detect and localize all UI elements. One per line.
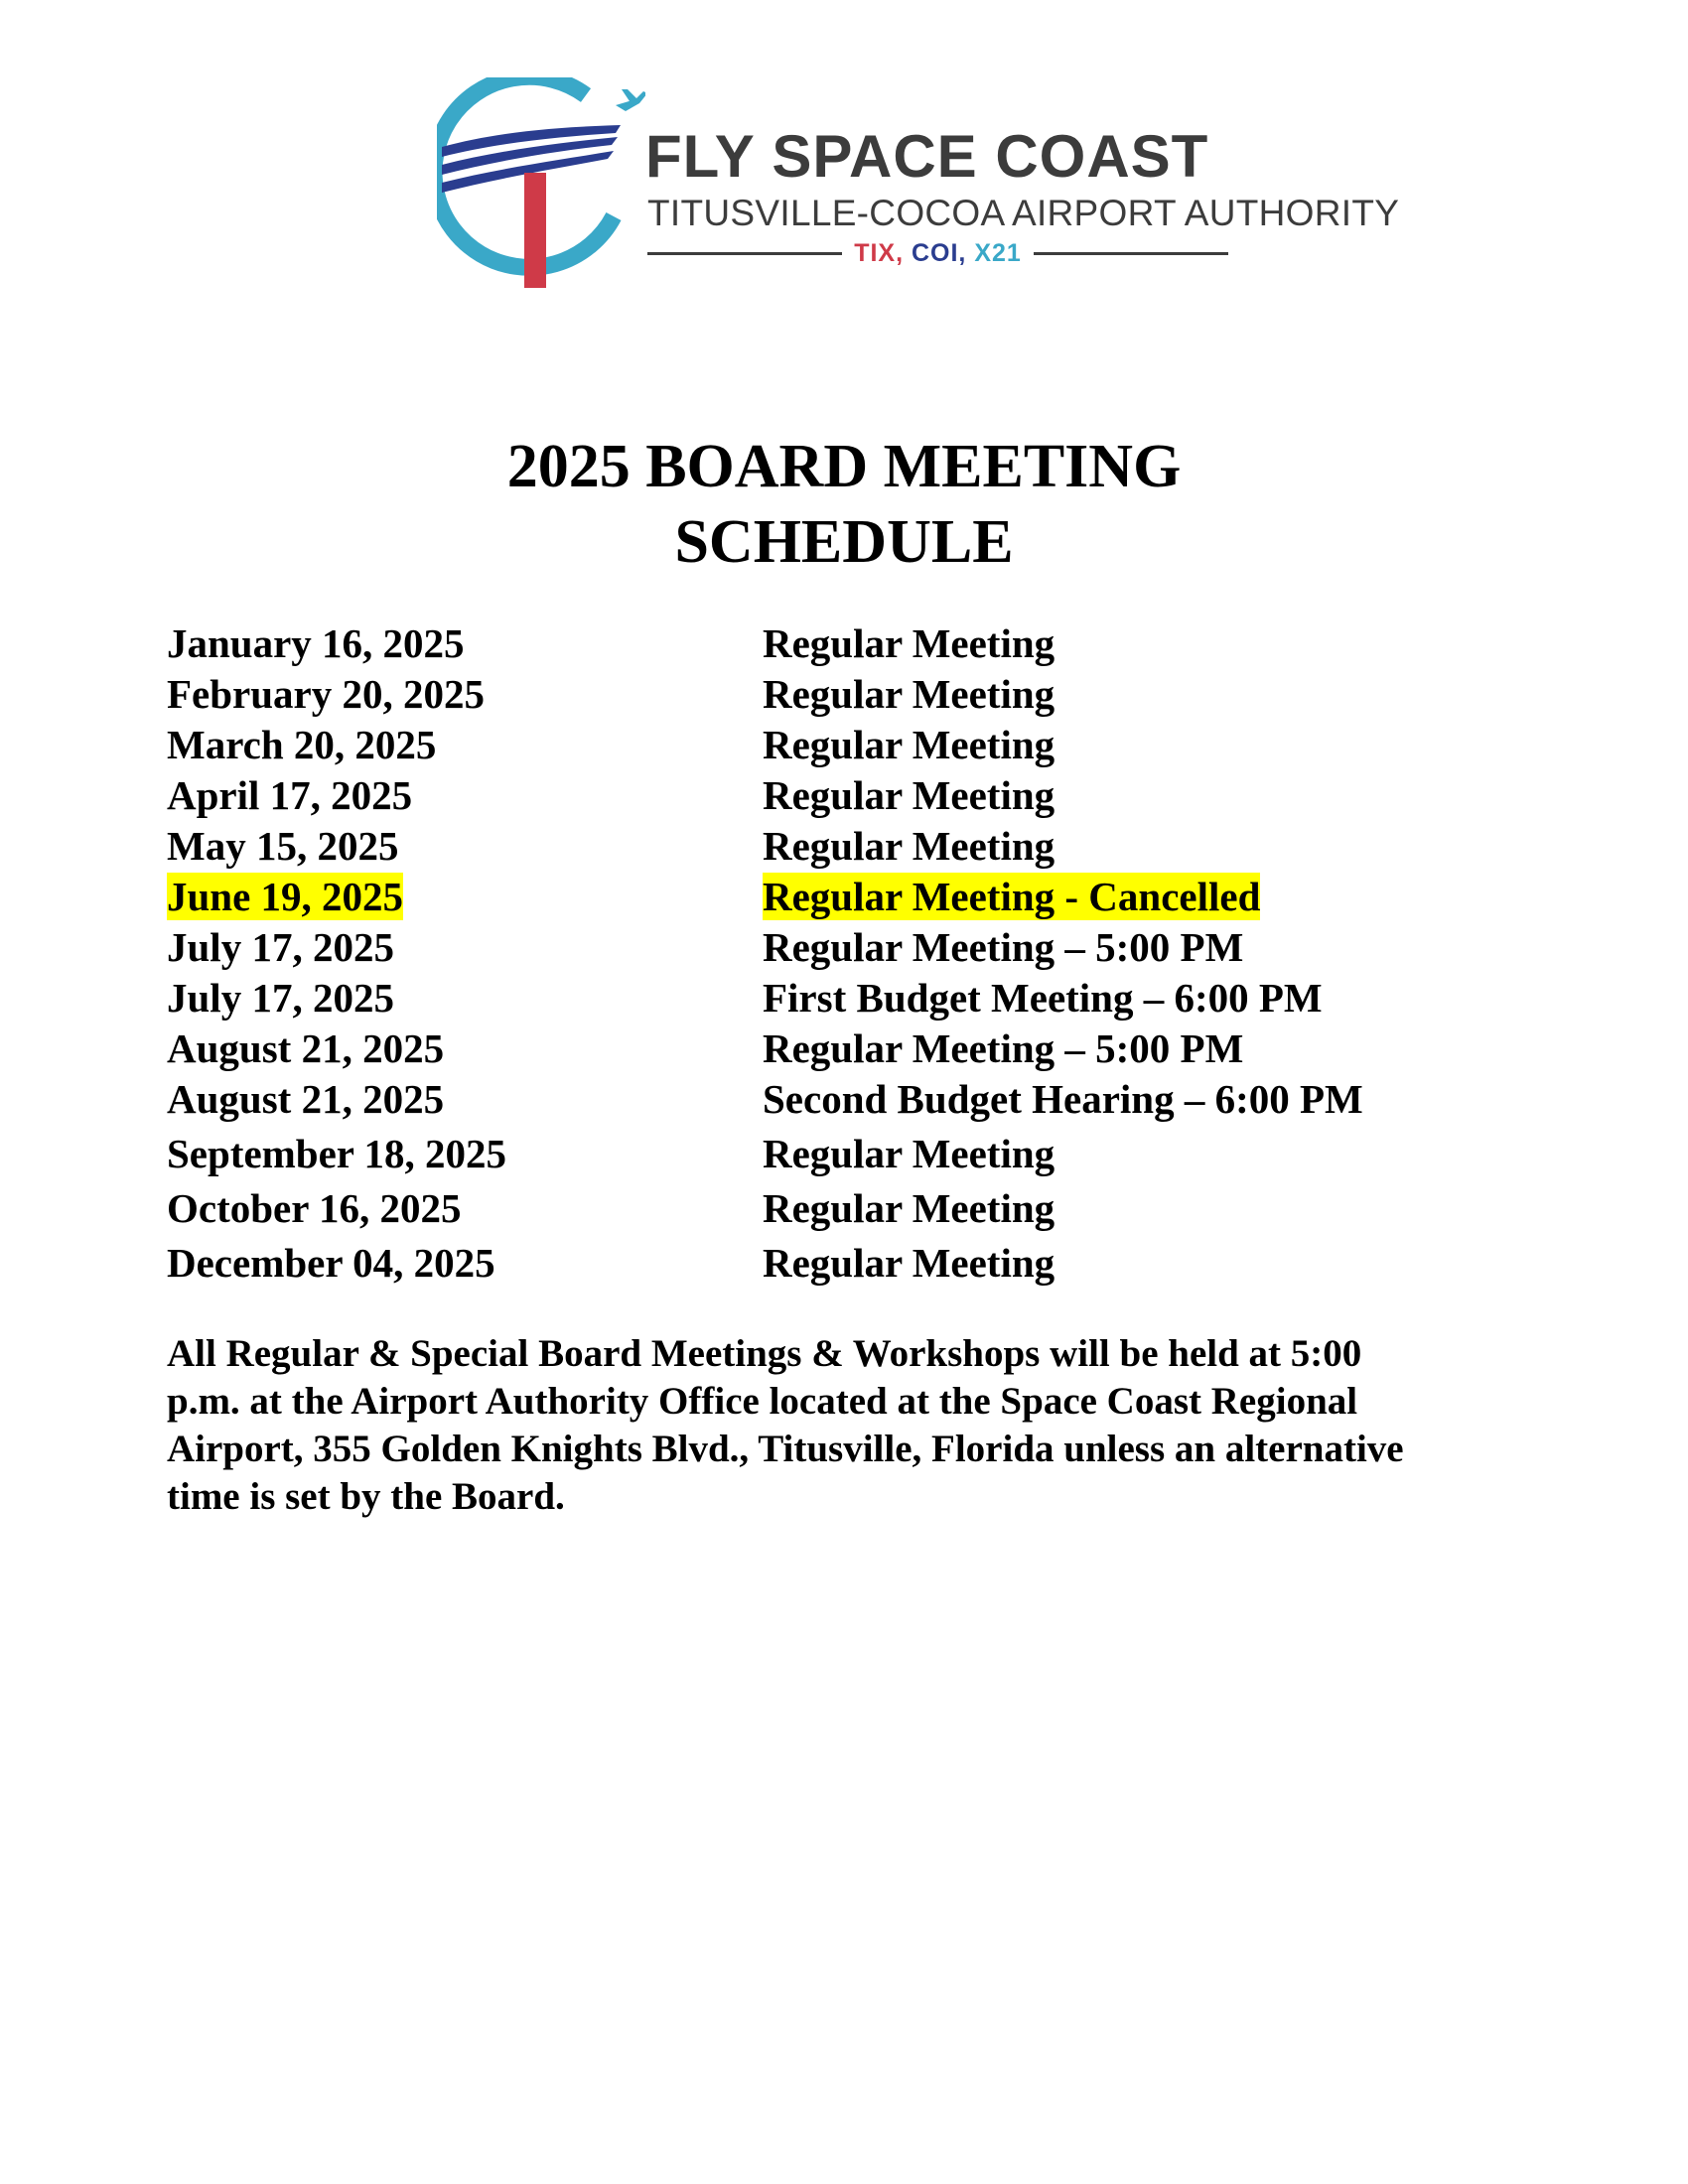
- meeting-type: Regular Meeting: [763, 772, 1055, 818]
- schedule-row: [0, 721, 1688, 768]
- schedule-row: [0, 822, 1688, 870]
- meeting-type: Regular Meeting: [763, 671, 1055, 717]
- schedule-row: [0, 1130, 1688, 1177]
- code-coi: COI,: [911, 238, 967, 267]
- logo: [437, 77, 1400, 296]
- title-line-1: 2025 BOARD MEETING: [506, 433, 1182, 500]
- schedule-row: [0, 923, 1688, 971]
- logo-mark-icon: [437, 77, 645, 296]
- meeting-type: Regular Meeting: [763, 1240, 1055, 1286]
- schedule-row: [0, 771, 1688, 819]
- note-line: time is set by the Board.: [167, 1475, 565, 1518]
- airport-codes: [647, 238, 1228, 268]
- meeting-date: July 17, 2025: [167, 924, 394, 970]
- meeting-date: January 16, 2025: [167, 620, 465, 666]
- schedule-row-highlighted: [0, 873, 1688, 920]
- meeting-type: First Budget Meeting – 6:00 PM: [763, 975, 1323, 1021]
- meeting-type: Second Budget Hearing – 6:00 PM: [763, 1076, 1363, 1122]
- meeting-date: June 19, 2025: [167, 874, 404, 919]
- meeting-type: Regular Meeting: [763, 1131, 1055, 1176]
- codes-text: [854, 239, 1022, 268]
- code-x21: X21: [974, 238, 1022, 267]
- schedule-row: [0, 619, 1688, 667]
- meeting-date: April 17, 2025: [167, 772, 413, 818]
- brand-name: FLY SPACE COAST: [645, 123, 1209, 190]
- divider-left: [647, 252, 842, 255]
- note-line: p.m. at the Airport Authority Office located at the Space Coast Regional: [167, 1380, 1358, 1423]
- meeting-date: May 15, 2025: [167, 823, 399, 869]
- meeting-date: October 16, 2025: [167, 1185, 462, 1231]
- divider-right: [1034, 252, 1228, 255]
- schedule-row: [0, 1239, 1688, 1287]
- note-line: Airport, 355 Golden Knights Blvd., Titusville, Florida unless an alternative: [167, 1428, 1404, 1470]
- code-tix: TIX,: [854, 238, 905, 267]
- meeting-type: Regular Meeting - Cancelled: [763, 874, 1261, 919]
- meeting-type: Regular Meeting: [763, 1185, 1055, 1231]
- schedule-row: [0, 974, 1688, 1022]
- meeting-type: Regular Meeting: [763, 722, 1055, 767]
- meeting-date: March 20, 2025: [167, 722, 437, 767]
- meeting-date: August 21, 2025: [167, 1076, 445, 1122]
- meeting-note: [167, 1330, 1517, 1521]
- schedule-row: [0, 670, 1688, 718]
- meeting-date: July 17, 2025: [167, 975, 394, 1021]
- authority-name: TITUSVILLE-COCOA AIRPORT AUTHORITY: [647, 193, 1400, 233]
- meeting-type: Regular Meeting – 5:00 PM: [763, 1025, 1244, 1071]
- meeting-type: Regular Meeting: [763, 620, 1055, 666]
- meeting-date: September 18, 2025: [167, 1131, 507, 1176]
- meeting-type: Regular Meeting: [763, 823, 1055, 869]
- title-line-2: SCHEDULE: [674, 508, 1014, 576]
- meeting-type: Regular Meeting – 5:00 PM: [763, 924, 1244, 970]
- schedule-row: [0, 1075, 1688, 1123]
- page-title: [0, 429, 1688, 580]
- meeting-date: December 04, 2025: [167, 1240, 495, 1286]
- meeting-date: August 21, 2025: [167, 1025, 445, 1071]
- schedule-row: [0, 1184, 1688, 1232]
- meeting-date: February 20, 2025: [167, 671, 485, 717]
- schedule-row: [0, 1024, 1688, 1072]
- note-line: All Regular & Special Board Meetings & Workshops will be held at 5:00: [167, 1332, 1362, 1375]
